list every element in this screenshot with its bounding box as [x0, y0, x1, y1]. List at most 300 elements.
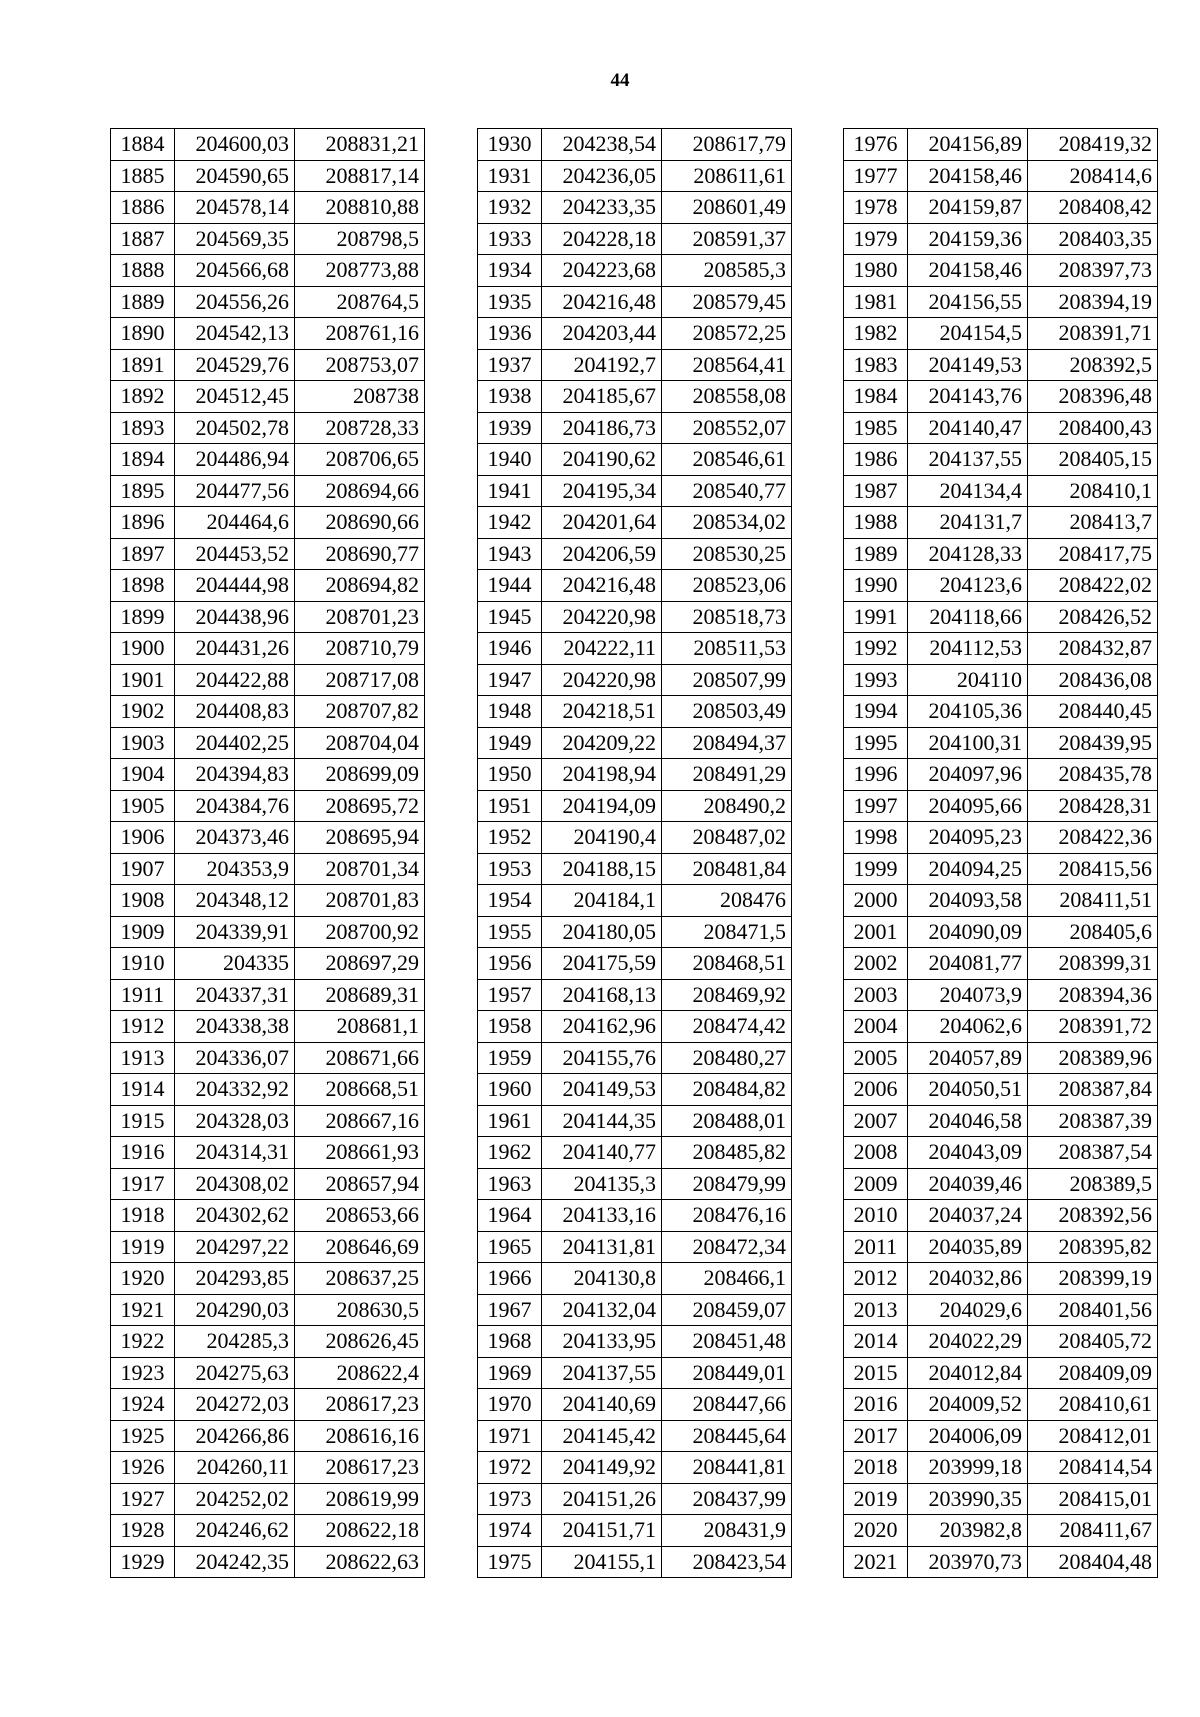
x-coordinate-cell: 204336,07	[175, 1042, 295, 1074]
y-coordinate-cell: 208710,79	[295, 633, 425, 665]
point-number-cell: 1966	[478, 1263, 542, 1295]
x-coordinate-cell: 204131,81	[542, 1231, 662, 1263]
table-row	[844, 160, 1158, 192]
y-coordinate-cell: 208476	[662, 885, 792, 917]
x-coordinate-cell: 204158,46	[908, 255, 1028, 287]
x-coordinate-cell: 204201,64	[542, 507, 662, 539]
y-coordinate-cell: 208387,84	[1028, 1074, 1158, 1106]
y-coordinate-cell: 208403,35	[1028, 223, 1158, 255]
table-row	[478, 475, 792, 507]
table-row	[111, 129, 425, 161]
point-number-cell: 1938	[478, 381, 542, 413]
table-row	[478, 1483, 792, 1515]
table-row	[844, 349, 1158, 381]
y-coordinate-cell: 208409,09	[1028, 1357, 1158, 1389]
point-number-cell: 1919	[111, 1231, 175, 1263]
table-row	[111, 223, 425, 255]
point-number-cell: 1957	[478, 979, 542, 1011]
point-number-cell: 1965	[478, 1231, 542, 1263]
table-row	[844, 444, 1158, 476]
x-coordinate-cell: 203982,8	[908, 1515, 1028, 1547]
point-number-cell: 1976	[844, 129, 908, 161]
y-coordinate-cell: 208707,82	[295, 696, 425, 728]
x-coordinate-cell: 204118,66	[908, 601, 1028, 633]
table-row	[478, 727, 792, 759]
point-number-cell: 1956	[478, 948, 542, 980]
point-number-cell: 1944	[478, 570, 542, 602]
table-row	[478, 1074, 792, 1106]
point-number-cell: 1940	[478, 444, 542, 476]
y-coordinate-cell: 208387,54	[1028, 1137, 1158, 1169]
table-row	[111, 1074, 425, 1106]
table-row	[478, 286, 792, 318]
x-coordinate-cell: 204128,33	[908, 538, 1028, 570]
y-coordinate-cell: 208445,64	[662, 1420, 792, 1452]
x-coordinate-cell: 204198,94	[542, 759, 662, 791]
table-row	[844, 223, 1158, 255]
y-coordinate-cell: 208484,82	[662, 1074, 792, 1106]
x-coordinate-cell: 204180,05	[542, 916, 662, 948]
y-coordinate-cell: 208630,5	[295, 1294, 425, 1326]
x-coordinate-cell: 204222,11	[542, 633, 662, 665]
y-coordinate-cell: 208392,56	[1028, 1200, 1158, 1232]
y-coordinate-cell: 208485,82	[662, 1137, 792, 1169]
x-coordinate-cell: 204140,69	[542, 1389, 662, 1421]
point-number-cell: 1884	[111, 129, 175, 161]
y-coordinate-cell: 208611,61	[662, 160, 792, 192]
table-row	[111, 1357, 425, 1389]
table-row	[111, 1263, 425, 1295]
point-number-cell: 1953	[478, 853, 542, 885]
table-row	[478, 444, 792, 476]
point-number-cell: 1910	[111, 948, 175, 980]
y-coordinate-cell: 208400,43	[1028, 412, 1158, 444]
table-row	[478, 192, 792, 224]
page-number: 44	[610, 70, 630, 91]
table-row	[478, 790, 792, 822]
y-coordinate-cell: 208474,42	[662, 1011, 792, 1043]
y-coordinate-cell: 208432,87	[1028, 633, 1158, 665]
table-row	[844, 979, 1158, 1011]
y-coordinate-cell: 208817,14	[295, 160, 425, 192]
point-number-cell: 1885	[111, 160, 175, 192]
x-coordinate-cell: 204216,48	[542, 286, 662, 318]
table-row	[111, 822, 425, 854]
x-coordinate-cell: 204073,9	[908, 979, 1028, 1011]
table-row	[844, 318, 1158, 350]
point-number-cell: 1980	[844, 255, 908, 287]
point-number-cell: 1948	[478, 696, 542, 728]
table-row	[111, 1200, 425, 1232]
x-coordinate-cell: 204238,54	[542, 129, 662, 161]
point-number-cell: 1898	[111, 570, 175, 602]
point-number-cell: 1985	[844, 412, 908, 444]
point-number-cell: 1951	[478, 790, 542, 822]
x-coordinate-cell: 204242,35	[175, 1546, 295, 1578]
y-coordinate-cell: 208579,45	[662, 286, 792, 318]
table-row	[478, 255, 792, 287]
x-coordinate-cell: 204408,83	[175, 696, 295, 728]
point-number-cell: 2013	[844, 1294, 908, 1326]
table-row	[844, 1042, 1158, 1074]
table-row	[478, 1515, 792, 1547]
table-row	[111, 633, 425, 665]
point-number-cell: 1972	[478, 1452, 542, 1484]
point-number-cell: 1897	[111, 538, 175, 570]
x-coordinate-cell: 204151,71	[542, 1515, 662, 1547]
point-number-cell: 1942	[478, 507, 542, 539]
point-number-cell: 1906	[111, 822, 175, 854]
point-number-cell: 1902	[111, 696, 175, 728]
table-row	[111, 601, 425, 633]
y-coordinate-cell: 208422,02	[1028, 570, 1158, 602]
point-number-cell: 1963	[478, 1168, 542, 1200]
table-row	[111, 538, 425, 570]
table-row	[111, 979, 425, 1011]
table-row	[478, 885, 792, 917]
x-coordinate-cell: 204453,52	[175, 538, 295, 570]
point-number-cell: 1937	[478, 349, 542, 381]
y-coordinate-cell: 208657,94	[295, 1168, 425, 1200]
x-coordinate-cell: 204112,53	[908, 633, 1028, 665]
x-coordinate-cell: 204043,09	[908, 1137, 1028, 1169]
x-coordinate-cell: 204039,46	[908, 1168, 1028, 1200]
point-number-cell: 1997	[844, 790, 908, 822]
table-row	[478, 979, 792, 1011]
y-coordinate-cell: 208585,3	[662, 255, 792, 287]
y-coordinate-cell: 208394,19	[1028, 286, 1158, 318]
table-row	[111, 192, 425, 224]
table-row	[111, 727, 425, 759]
point-number-cell: 1945	[478, 601, 542, 633]
x-coordinate-cell: 204132,04	[542, 1294, 662, 1326]
point-number-cell: 1967	[478, 1294, 542, 1326]
y-coordinate-cell: 208423,54	[662, 1546, 792, 1578]
x-coordinate-cell: 204556,26	[175, 286, 295, 318]
table-row	[844, 1263, 1158, 1295]
y-coordinate-cell: 208441,81	[662, 1452, 792, 1484]
point-number-cell: 1920	[111, 1263, 175, 1295]
point-number-cell: 1971	[478, 1420, 542, 1452]
y-coordinate-cell: 208695,72	[295, 790, 425, 822]
x-coordinate-cell: 204228,18	[542, 223, 662, 255]
table-row	[844, 1389, 1158, 1421]
x-coordinate-cell: 204134,4	[908, 475, 1028, 507]
y-coordinate-cell: 208697,29	[295, 948, 425, 980]
table-row	[111, 507, 425, 539]
y-coordinate-cell: 208518,73	[662, 601, 792, 633]
x-coordinate-cell: 204095,66	[908, 790, 1028, 822]
x-coordinate-cell: 204438,96	[175, 601, 295, 633]
x-coordinate-cell: 204175,59	[542, 948, 662, 980]
point-number-cell: 1932	[478, 192, 542, 224]
point-number-cell: 1894	[111, 444, 175, 476]
x-coordinate-cell: 204209,22	[542, 727, 662, 759]
table-row	[844, 1515, 1158, 1547]
table-row	[844, 129, 1158, 161]
x-coordinate-cell: 204236,05	[542, 160, 662, 192]
table-row	[111, 349, 425, 381]
table-row	[478, 318, 792, 350]
y-coordinate-cell: 208481,84	[662, 853, 792, 885]
point-number-cell: 1928	[111, 1515, 175, 1547]
point-number-cell: 1968	[478, 1326, 542, 1358]
point-number-cell: 2015	[844, 1357, 908, 1389]
x-coordinate-cell: 204590,65	[175, 160, 295, 192]
point-number-cell: 1889	[111, 286, 175, 318]
x-coordinate-cell: 204402,25	[175, 727, 295, 759]
y-coordinate-cell: 208700,92	[295, 916, 425, 948]
y-coordinate-cell: 208622,4	[295, 1357, 425, 1389]
y-coordinate-cell: 208405,72	[1028, 1326, 1158, 1358]
point-number-cell: 1904	[111, 759, 175, 791]
point-number-cell: 1994	[844, 696, 908, 728]
x-coordinate-cell: 204464,6	[175, 507, 295, 539]
y-coordinate-cell: 208401,56	[1028, 1294, 1158, 1326]
x-coordinate-cell: 204444,98	[175, 570, 295, 602]
x-coordinate-cell: 204195,34	[542, 475, 662, 507]
x-coordinate-cell: 204050,51	[908, 1074, 1028, 1106]
x-coordinate-cell: 204290,03	[175, 1294, 295, 1326]
y-coordinate-cell: 208622,18	[295, 1515, 425, 1547]
x-coordinate-cell: 204529,76	[175, 349, 295, 381]
table-row	[844, 412, 1158, 444]
point-number-cell: 1952	[478, 822, 542, 854]
y-coordinate-cell: 208773,88	[295, 255, 425, 287]
point-number-cell: 1955	[478, 916, 542, 948]
point-number-cell: 1931	[478, 160, 542, 192]
x-coordinate-cell: 204032,86	[908, 1263, 1028, 1295]
y-coordinate-cell: 208408,42	[1028, 192, 1158, 224]
y-coordinate-cell: 208405,15	[1028, 444, 1158, 476]
y-coordinate-cell: 208491,29	[662, 759, 792, 791]
point-number-cell: 2005	[844, 1042, 908, 1074]
y-coordinate-cell: 208646,69	[295, 1231, 425, 1263]
x-coordinate-cell: 204293,85	[175, 1263, 295, 1295]
point-number-cell: 2000	[844, 885, 908, 917]
table-row	[111, 444, 425, 476]
y-coordinate-cell: 208411,51	[1028, 885, 1158, 917]
y-coordinate-cell: 208410,61	[1028, 1389, 1158, 1421]
x-coordinate-cell: 204137,55	[542, 1357, 662, 1389]
y-coordinate-cell: 208399,31	[1028, 948, 1158, 980]
x-coordinate-cell: 204285,3	[175, 1326, 295, 1358]
point-number-cell: 1981	[844, 286, 908, 318]
point-number-cell: 1888	[111, 255, 175, 287]
table-row	[844, 1546, 1158, 1578]
y-coordinate-cell: 208415,56	[1028, 853, 1158, 885]
x-coordinate-cell: 204220,98	[542, 601, 662, 633]
x-coordinate-cell: 204095,23	[908, 822, 1028, 854]
x-coordinate-cell: 204022,29	[908, 1326, 1028, 1358]
point-number-cell: 1970	[478, 1389, 542, 1421]
x-coordinate-cell: 204105,36	[908, 696, 1028, 728]
y-coordinate-cell: 208426,52	[1028, 601, 1158, 633]
point-number-cell: 1946	[478, 633, 542, 665]
y-coordinate-cell: 208490,2	[662, 790, 792, 822]
x-coordinate-cell: 204216,48	[542, 570, 662, 602]
table-row	[844, 1483, 1158, 1515]
coordinates-table-3	[843, 128, 1158, 1578]
y-coordinate-cell: 208690,66	[295, 507, 425, 539]
y-coordinate-cell: 208487,02	[662, 822, 792, 854]
y-coordinate-cell: 208415,01	[1028, 1483, 1158, 1515]
x-coordinate-cell: 204006,09	[908, 1420, 1028, 1452]
point-number-cell: 1934	[478, 255, 542, 287]
point-number-cell: 1959	[478, 1042, 542, 1074]
y-coordinate-cell: 208701,83	[295, 885, 425, 917]
y-coordinate-cell: 208564,41	[662, 349, 792, 381]
x-coordinate-cell: 204422,88	[175, 664, 295, 696]
y-coordinate-cell: 208469,92	[662, 979, 792, 1011]
y-coordinate-cell: 208764,5	[295, 286, 425, 318]
table-row	[111, 286, 425, 318]
table-row	[844, 1011, 1158, 1043]
point-number-cell: 1974	[478, 1515, 542, 1547]
x-coordinate-cell: 204131,7	[908, 507, 1028, 539]
table-row	[111, 1137, 425, 1169]
table-row	[478, 916, 792, 948]
point-number-cell: 1954	[478, 885, 542, 917]
point-number-cell: 1901	[111, 664, 175, 696]
y-coordinate-cell: 208488,01	[662, 1105, 792, 1137]
y-coordinate-cell: 208695,94	[295, 822, 425, 854]
point-number-cell: 1979	[844, 223, 908, 255]
x-coordinate-cell: 204223,68	[542, 255, 662, 287]
y-coordinate-cell: 208449,01	[662, 1357, 792, 1389]
x-coordinate-cell: 204353,9	[175, 853, 295, 885]
y-coordinate-cell: 208637,25	[295, 1263, 425, 1295]
table-row	[111, 1326, 425, 1358]
y-coordinate-cell: 208591,37	[662, 223, 792, 255]
table-row	[844, 570, 1158, 602]
point-number-cell: 1924	[111, 1389, 175, 1421]
y-coordinate-cell: 208439,95	[1028, 727, 1158, 759]
point-number-cell: 1986	[844, 444, 908, 476]
table-row	[844, 916, 1158, 948]
y-coordinate-cell: 208480,27	[662, 1042, 792, 1074]
point-number-cell: 1995	[844, 727, 908, 759]
table-row	[478, 1389, 792, 1421]
x-coordinate-cell: 204260,11	[175, 1452, 295, 1484]
point-number-cell: 1912	[111, 1011, 175, 1043]
y-coordinate-cell: 208530,25	[662, 538, 792, 570]
table-row	[478, 664, 792, 696]
x-coordinate-cell: 204600,03	[175, 129, 295, 161]
point-number-cell: 1950	[478, 759, 542, 791]
point-number-cell: 1936	[478, 318, 542, 350]
table-row	[478, 696, 792, 728]
x-coordinate-cell: 204218,51	[542, 696, 662, 728]
x-coordinate-cell: 204012,84	[908, 1357, 1028, 1389]
table-row	[111, 1483, 425, 1515]
y-coordinate-cell: 208798,5	[295, 223, 425, 255]
point-number-cell: 1987	[844, 475, 908, 507]
y-coordinate-cell: 208391,71	[1028, 318, 1158, 350]
point-number-cell: 1958	[478, 1011, 542, 1043]
y-coordinate-cell: 208558,08	[662, 381, 792, 413]
point-number-cell: 1989	[844, 538, 908, 570]
table-row	[844, 507, 1158, 539]
x-coordinate-cell: 204192,7	[542, 349, 662, 381]
point-number-cell: 2021	[844, 1546, 908, 1578]
table-row	[111, 160, 425, 192]
y-coordinate-cell: 208411,67	[1028, 1515, 1158, 1547]
y-coordinate-cell: 208761,16	[295, 318, 425, 350]
y-coordinate-cell: 208616,16	[295, 1420, 425, 1452]
table-row	[478, 1137, 792, 1169]
x-coordinate-cell: 204009,52	[908, 1389, 1028, 1421]
point-number-cell: 1960	[478, 1074, 542, 1106]
table-row	[844, 286, 1158, 318]
table-row	[111, 1168, 425, 1200]
x-coordinate-cell: 204184,1	[542, 885, 662, 917]
x-coordinate-cell: 204578,14	[175, 192, 295, 224]
y-coordinate-cell: 208422,36	[1028, 822, 1158, 854]
x-coordinate-cell: 204275,63	[175, 1357, 295, 1389]
point-number-cell: 1911	[111, 979, 175, 1011]
x-coordinate-cell: 204308,02	[175, 1168, 295, 1200]
table-row	[111, 255, 425, 287]
table-row	[478, 381, 792, 413]
x-coordinate-cell: 204156,55	[908, 286, 1028, 318]
y-coordinate-cell: 208701,23	[295, 601, 425, 633]
point-number-cell: 1917	[111, 1168, 175, 1200]
point-number-cell: 2020	[844, 1515, 908, 1547]
point-number-cell: 1903	[111, 727, 175, 759]
x-coordinate-cell: 204137,55	[908, 444, 1028, 476]
table-row	[111, 1452, 425, 1484]
x-coordinate-cell: 204133,16	[542, 1200, 662, 1232]
x-coordinate-cell: 204272,03	[175, 1389, 295, 1421]
x-coordinate-cell: 204037,24	[908, 1200, 1028, 1232]
x-coordinate-cell: 204233,35	[542, 192, 662, 224]
x-coordinate-cell: 204155,76	[542, 1042, 662, 1074]
point-number-cell: 1896	[111, 507, 175, 539]
table-row	[844, 1326, 1158, 1358]
y-coordinate-cell: 208681,1	[295, 1011, 425, 1043]
y-coordinate-cell: 208414,54	[1028, 1452, 1158, 1484]
point-number-cell: 1988	[844, 507, 908, 539]
y-coordinate-cell: 208435,78	[1028, 759, 1158, 791]
table-row	[478, 1105, 792, 1137]
table-row	[844, 822, 1158, 854]
table-row	[478, 1231, 792, 1263]
x-coordinate-cell: 204046,58	[908, 1105, 1028, 1137]
table-row	[844, 1105, 1158, 1137]
y-coordinate-cell: 208694,82	[295, 570, 425, 602]
point-number-cell: 1993	[844, 664, 908, 696]
x-coordinate-cell: 204133,95	[542, 1326, 662, 1358]
point-number-cell: 2012	[844, 1263, 908, 1295]
x-coordinate-cell: 204029,6	[908, 1294, 1028, 1326]
table-row	[844, 601, 1158, 633]
table-row	[478, 1357, 792, 1389]
point-number-cell: 1891	[111, 349, 175, 381]
y-coordinate-cell: 208668,51	[295, 1074, 425, 1106]
x-coordinate-cell: 204057,89	[908, 1042, 1028, 1074]
point-number-cell: 1949	[478, 727, 542, 759]
table-row	[111, 318, 425, 350]
y-coordinate-cell: 208397,73	[1028, 255, 1158, 287]
x-coordinate-cell: 204477,56	[175, 475, 295, 507]
x-coordinate-cell: 204110	[908, 664, 1028, 696]
y-coordinate-cell: 208459,07	[662, 1294, 792, 1326]
table-row	[111, 885, 425, 917]
point-number-cell: 1918	[111, 1200, 175, 1232]
y-coordinate-cell: 208701,34	[295, 853, 425, 885]
point-number-cell: 1913	[111, 1042, 175, 1074]
